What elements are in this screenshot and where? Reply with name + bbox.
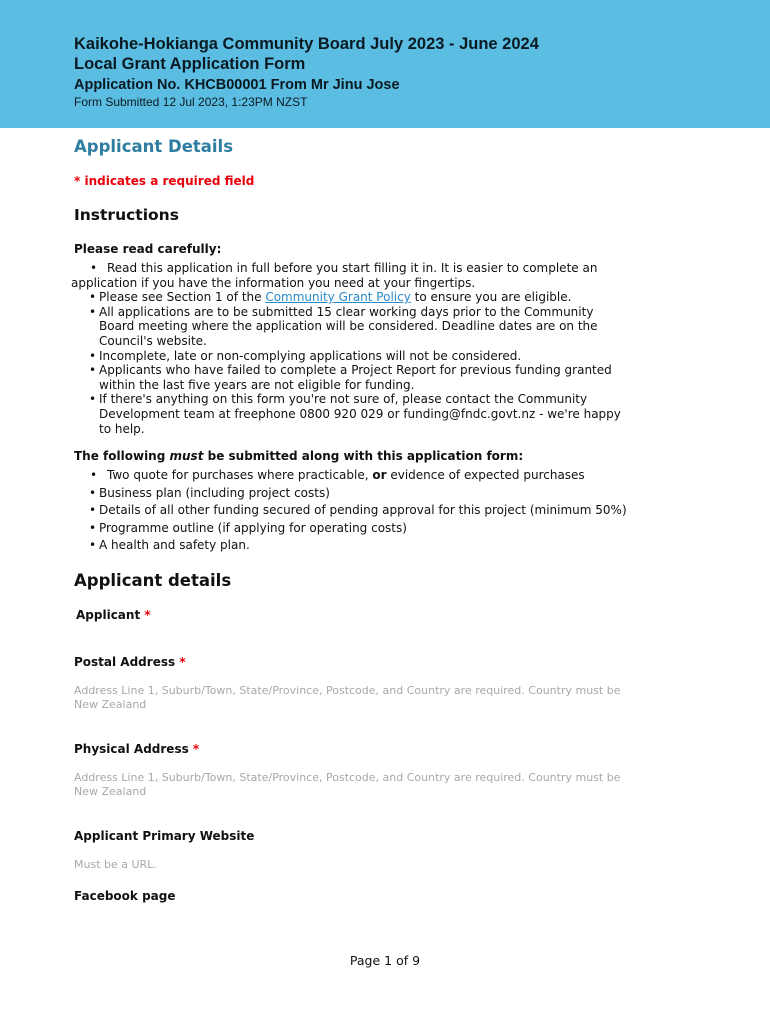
page-number: Page 1 of 9 [349,953,421,968]
list-item [71,261,621,290]
list-item [74,305,621,349]
list-item-text: Programme outline (if applying for operating costs) [99,520,407,535]
applicant-field-label [76,608,151,622]
hint-line: New Zealand [74,784,147,798]
postal-label-text: Postal Address [74,655,176,669]
bullet-icon: • [89,538,97,552]
list-item [74,537,627,555]
hint-line: Address Line 1, Suburb/Town, State/Province, Postcode, and Country are required. Country must be [74,771,621,784]
list-item [74,467,627,485]
community-grant-policy-link[interactable]: Community Grant Policy [265,290,411,305]
list-item-text: Details of all other funding secured of pending approval for this project (minimum 50%) [99,503,627,517]
list-item-emphasis: or [372,468,387,482]
list-item [74,363,621,392]
instructions-list [71,261,621,436]
list-item-text: Two quote for purchases where practicable, [107,468,373,482]
list-item [74,485,627,503]
applicant-details-heading: Applicant details [74,571,232,590]
section-title: Applicant Details [74,137,234,156]
must-emphasis: must [169,449,204,463]
list-item-text: evidence of expected purchases [386,468,585,482]
list-item-text: Applicants who have failed to complete a Project Report for previous funding granted [99,363,612,378]
form-title-line2: Local Grant Application Form [74,55,306,73]
bullet-icon: • [90,468,98,482]
list-item-text: A health and safety plan. [99,538,250,552]
bullet-icon: • [89,485,97,500]
list-item-text: Council's website. [99,333,207,348]
bullet-icon: • [89,290,97,305]
bullet-icon: • [89,392,97,407]
website-hint: Must be a URL. [74,858,157,871]
required-star: * [144,608,151,622]
hint-line: Address Line 1, Suburb/Town, State/Province, Postcode, and Country are required. Country must be [74,684,621,697]
header-banner [0,0,770,128]
physical-address-hint [74,771,674,798]
required-star: * [179,655,186,669]
list-item-text: Business plan (including project costs) [99,485,330,500]
postal-address-label [74,655,186,669]
list-item-text: Read this application in full before you start filling it in. It is easier to complete an [107,261,598,275]
list-item-text: Board meeting where the application will be considered. Deadline dates are on the [99,319,598,334]
list-item [74,290,621,305]
instructions-heading: Instructions [74,206,179,224]
list-item-text: All applications are to be submitted 15 clear working days prior to the Community [99,304,594,319]
required-star: * [192,742,200,756]
bullet-icon: • [89,520,97,535]
physical-address-label [74,742,199,756]
must-submit-heading [74,449,523,463]
form-title-line1: Kaikohe-Hokianga Community Board July 2023 - June 2024 [74,35,539,53]
website-label: Applicant Primary Website [74,829,255,843]
bullet-icon: • [89,503,97,517]
list-item-text: to help. [99,421,145,436]
bullet-icon: • [89,363,97,378]
bullet-icon: • [89,348,97,363]
list-item [74,349,621,364]
hint-line: New Zealand [74,697,147,711]
application-number: Application No. KHCB00001 From Mr Jinu Jose [74,77,400,93]
list-item-text: Please see Section 1 of the [99,290,266,305]
list-item-text: Incomplete, late or non-complying applications will not be considered. [99,348,522,363]
list-item-text: Development team at freephone 0800 920 029 or funding@fndc.govt.nz - we're happy [99,406,621,421]
list-item [74,502,627,520]
submitted-timestamp: Form Submitted 12 Jul 2023, 1:23PM NZST [74,95,308,109]
postal-address-hint [74,684,674,711]
list-item-text: application if you have the information you need at your fingertips. [71,275,476,290]
read-carefully-label: Please read carefully: [74,242,222,256]
must-heading-text: The following [74,449,170,463]
bullet-icon: • [89,304,97,319]
list-item [74,392,621,436]
bullet-icon: • [90,261,98,275]
facebook-label: Facebook page [74,889,176,903]
list-item-text: within the last five years are not eligible for funding. [99,377,415,392]
list-item-text: If there's anything on this form you're not sure of, please contact the Community [99,392,588,407]
applicant-label-text: Applicant [76,608,141,622]
physical-label-text: Physical Address [74,742,189,756]
list-item [74,520,627,538]
required-documents-list [74,467,627,555]
list-item-text: to ensure you are eligible. [410,290,572,305]
must-heading-text: be submitted along with this application form: [203,449,524,463]
required-note: * indicates a required field [74,174,255,188]
